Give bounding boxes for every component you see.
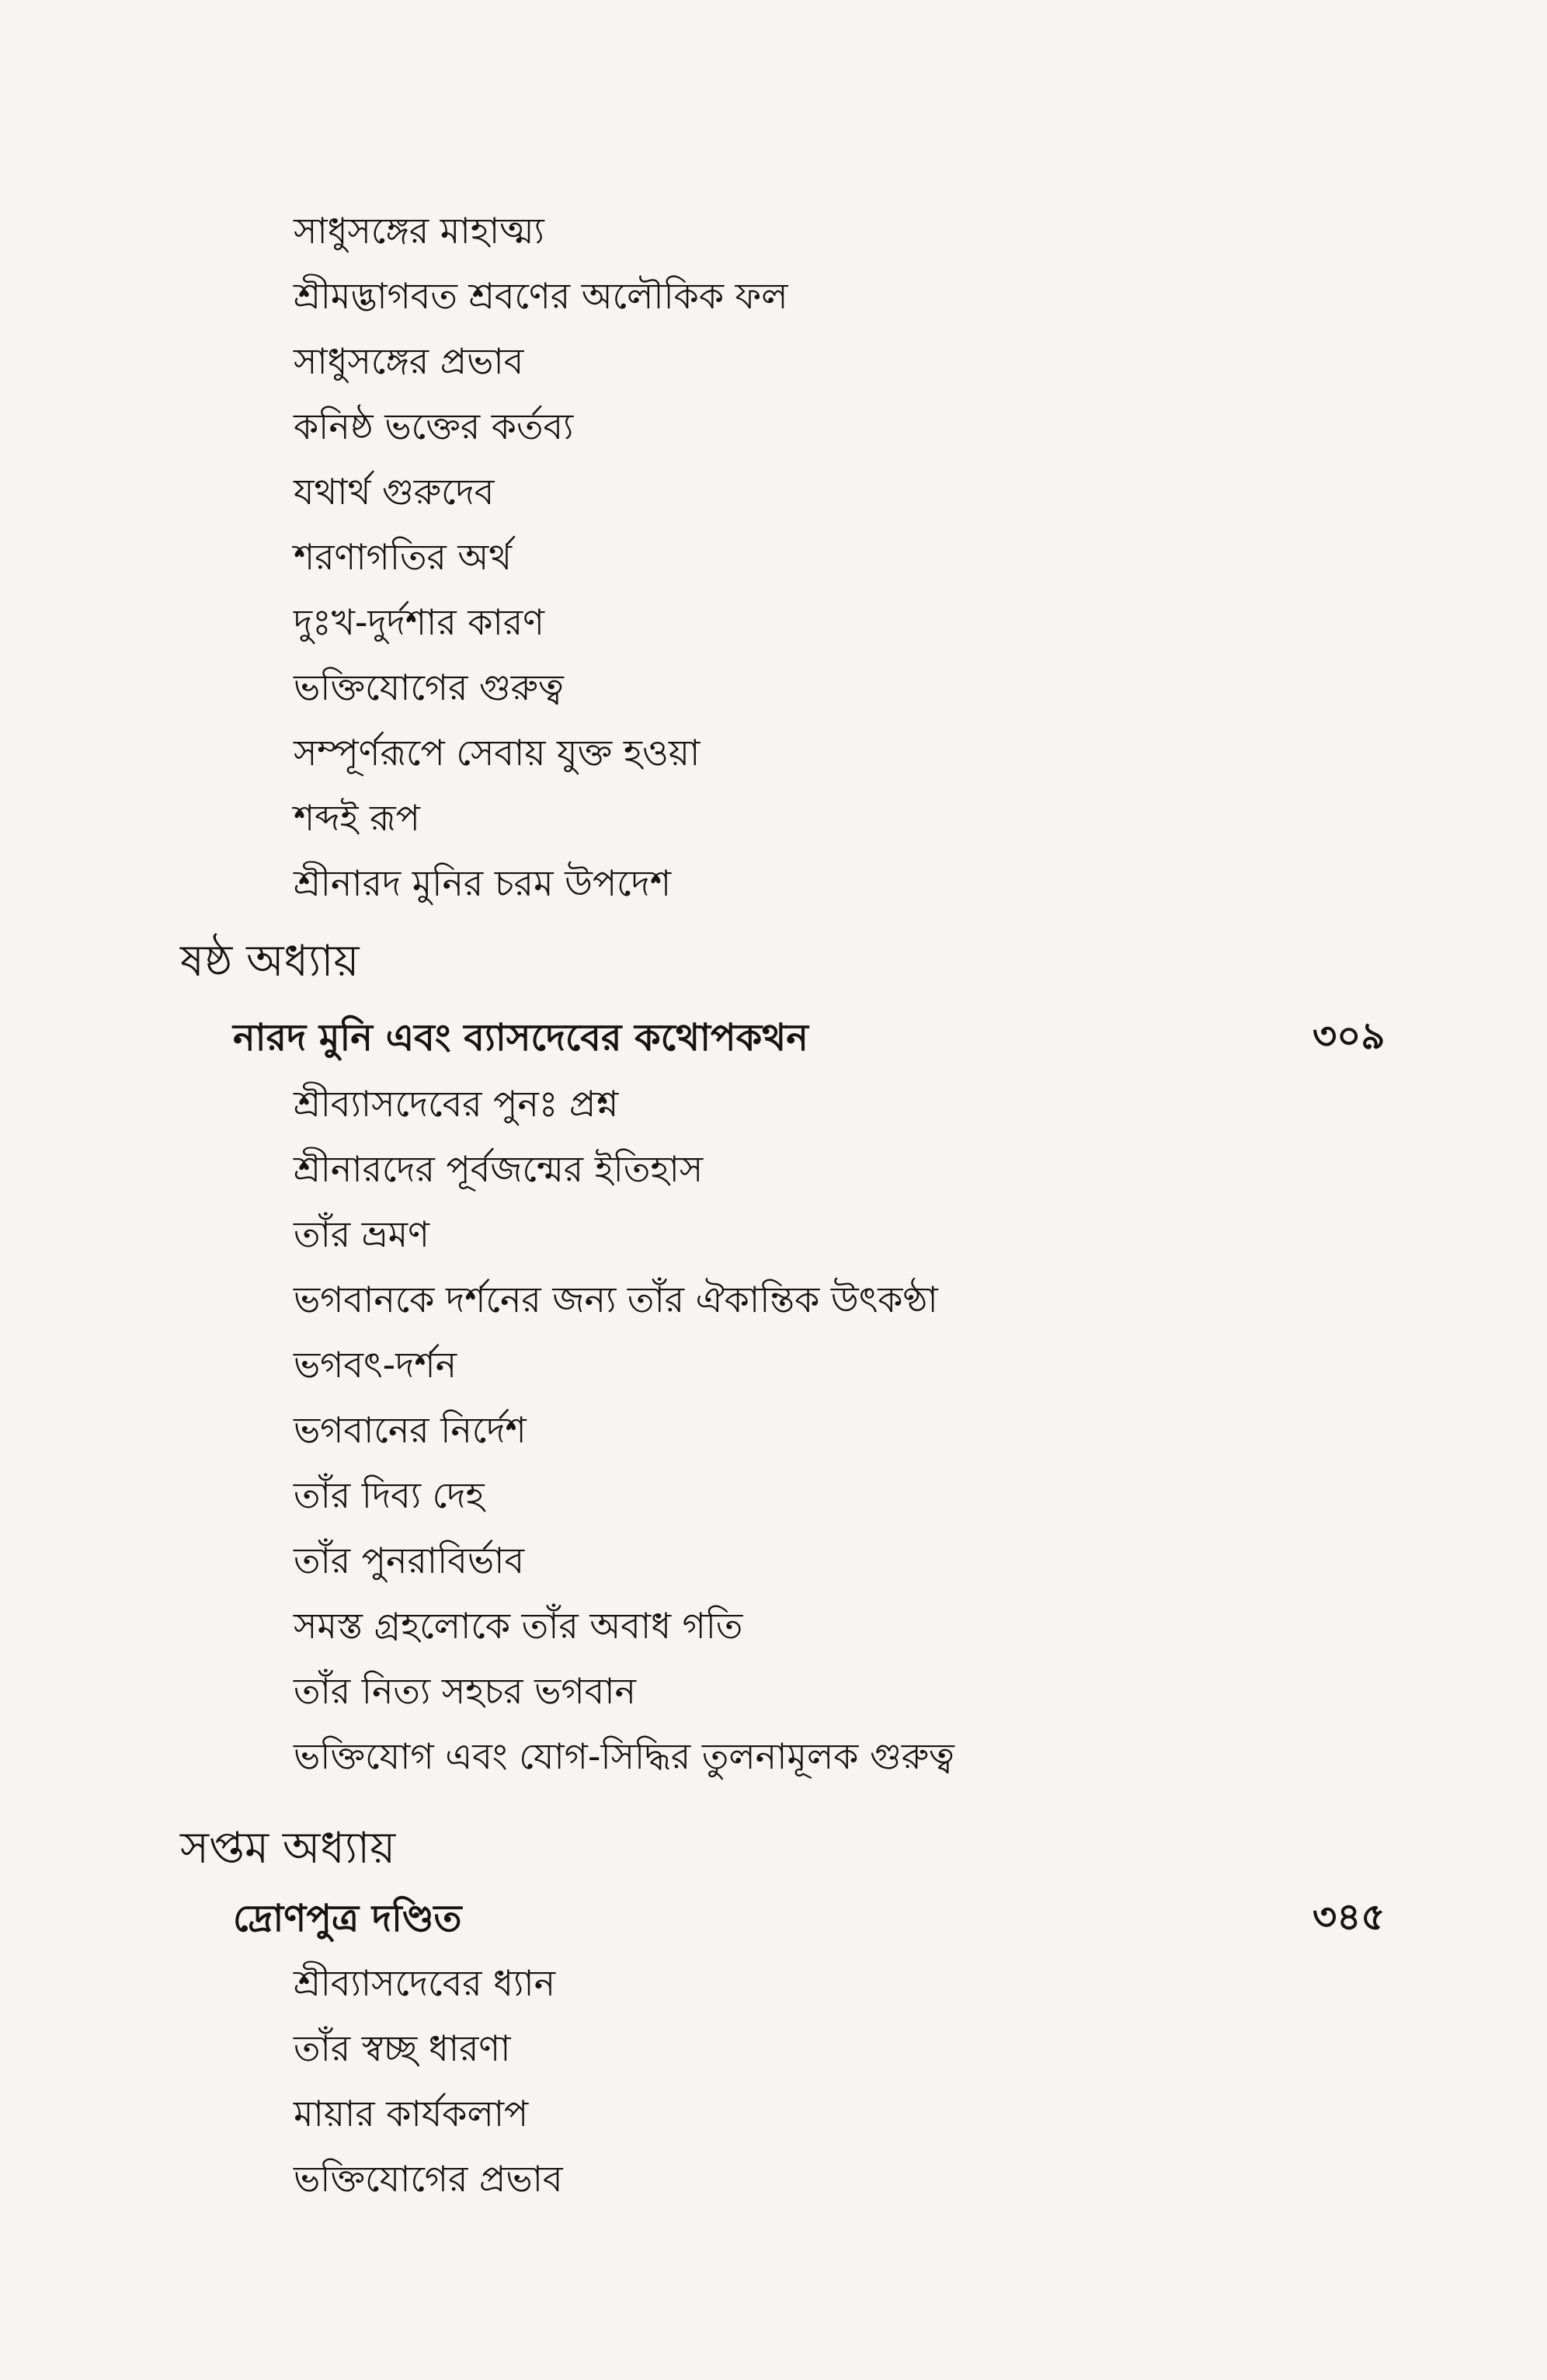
chapter-page-number: ৩০৯ (1312, 1014, 1385, 1058)
toc-topic: তাঁর নিত্য সহচর ভগবান (294, 1670, 636, 1712)
toc-topic: তাঁর স্বচ্ছ ধারণা (294, 2027, 511, 2069)
toc-topic: সমস্ত গ্রহলোকে তাঁর অবাধ গতি (294, 1605, 743, 1647)
chapter-heading: সপ্তম অধ্যায় (180, 1823, 396, 1874)
toc-topic: ভগবানকে দর্শনের জন্য তাঁর ঐকান্তিক উৎকণ্ঠা (294, 1279, 938, 1320)
toc-topic: সাধুসঙ্গের মাহাত্ম্য (294, 210, 544, 252)
toc-topic: শ্রীব্যাসদেবের পুনঃ প্রশ্ন (294, 1083, 619, 1125)
chapter-title: দ্রোণপুত্র দণ্ডিত (233, 1897, 462, 1940)
toc-topic: ভগবানের নির্দেশ (294, 1409, 527, 1451)
toc-topic: সম্পূর্ণরূপে সেবায় যুক্ত হওয়া (294, 732, 700, 774)
toc-topic: ভগবৎ-দর্শন (294, 1344, 457, 1386)
toc-topic: দুঃখ-দুর্দশার কারণ (294, 601, 544, 643)
toc-topic: তাঁর ভ্রমণ (294, 1213, 429, 1255)
toc-topic: ভক্তিযোগের গুরুত্ব (294, 666, 564, 708)
toc-topic: শ্রীনারদের পূর্বজন্মের ইতিহাস (294, 1148, 704, 1190)
toc-topic: তাঁর দিব্য দেহ (294, 1474, 485, 1516)
toc-topic: শ্রীমদ্ভাগবত শ্রবণের অলৌকিক ফল (294, 275, 788, 317)
chapter-title: নারদ মুনি এবং ব্যাসদেবের কথোপকথন (233, 1016, 808, 1060)
toc-topic: মায়ার কার্যকলাপ (294, 2093, 529, 2135)
toc-topic: শ্রীনারদ মুনির চরম উপদেশ (294, 862, 672, 904)
chapter-heading: ষষ্ঠ অধ্যায় (180, 936, 360, 986)
chapter-page-number: ৩৪৫ (1312, 1895, 1385, 1939)
toc-topic: ভক্তিযোগ এবং যোগ-সিদ্ধির তুলনামূলক গুরুত্ব (294, 1735, 954, 1777)
toc-topic: শ্রীব্যাসদেবের ধ্যান (294, 1962, 556, 2004)
toc-topic: তাঁর পুনরাবির্ভাব (294, 1540, 525, 1581)
toc-topic: শব্দই রূপ (294, 797, 420, 839)
toc-topic: ভক্তিযোগের প্রভাব (294, 2158, 563, 2200)
toc-topic: কনিষ্ঠ ভক্তের কর্তব্য (294, 405, 574, 447)
toc-topic: শরণাগতির অর্থ (294, 536, 513, 578)
toc-topic: সাধুসঙ্গের প্রভাব (294, 340, 524, 382)
toc-topic: যথার্থ গুরুদেব (294, 471, 495, 513)
